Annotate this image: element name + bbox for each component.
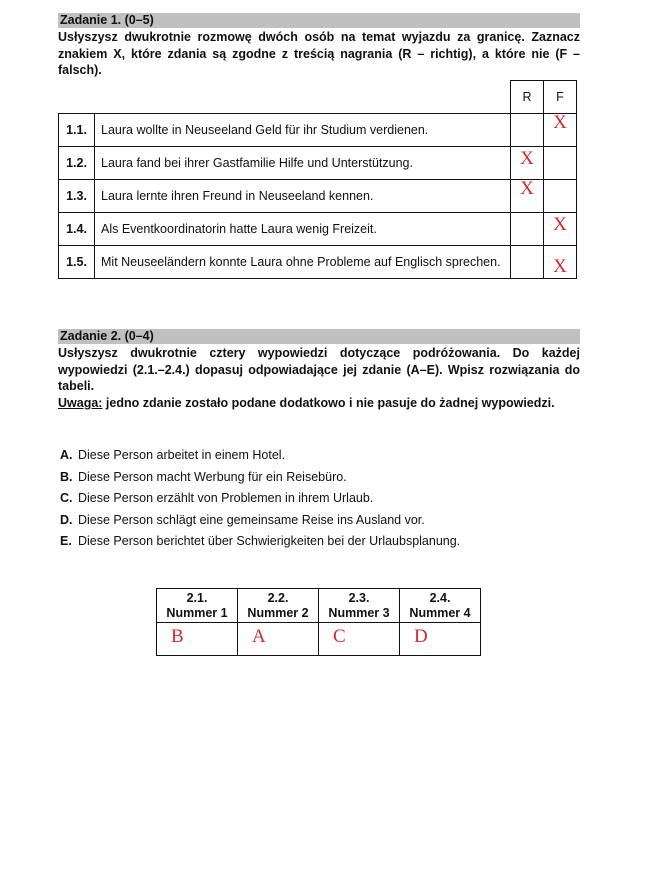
task1-title: Zadanie 1. (0–5) xyxy=(58,13,580,28)
statement: Laura fand bei ihrer Gastfamilie Hilfe und Unterstützung. xyxy=(95,147,511,180)
table-row xyxy=(59,213,577,246)
task2-answer-table xyxy=(156,588,481,656)
x-mark: X xyxy=(520,148,534,169)
header-spacer xyxy=(59,81,511,114)
task1-table xyxy=(58,80,577,279)
statement: Als Eventkoordinatorin hatte Laura wenig Freizeit. xyxy=(95,213,511,246)
x-mark: X xyxy=(553,214,567,235)
checkbox-f[interactable] xyxy=(544,147,577,180)
column-header xyxy=(238,589,319,623)
answer-row xyxy=(157,623,481,656)
row-number: 1.5. xyxy=(59,246,95,279)
table-row xyxy=(59,147,577,180)
column-header xyxy=(400,589,481,623)
option-letter: D. xyxy=(60,512,73,527)
checkbox-f[interactable] xyxy=(544,213,577,246)
list-item xyxy=(60,531,460,553)
option-text: Diese Person erzählt von Problemen in ihrem Urlaub. xyxy=(78,491,374,505)
column-number: 2.1. xyxy=(186,590,208,605)
answer-header-row xyxy=(157,589,481,623)
list-item xyxy=(60,488,460,510)
checkbox-f[interactable] xyxy=(544,114,577,147)
column-header xyxy=(319,589,400,623)
option-text: Diese Person schlägt eine gemeinsame Reise ins Ausland vor. xyxy=(78,512,425,527)
note-text: jedno zdanie zostało podane dodatkowo i nie pasuje do żadnej wypowiedzi. xyxy=(102,395,555,410)
task2-instruction-block xyxy=(58,345,580,411)
checkbox-r[interactable] xyxy=(511,213,544,246)
column-number: 2.2. xyxy=(267,590,289,605)
row-number: 1.1. xyxy=(59,114,95,147)
answer-cell[interactable]: B xyxy=(157,623,238,656)
column-label: Nummer 4 xyxy=(409,605,471,620)
checkbox-r[interactable] xyxy=(511,147,544,180)
task1-instruction: Usłyszysz dwukrotnie rozmowę dwóch osób na temat wyjazdu za granicę. Zaznacz znakiem X, które zdania są zgodne z treścią nagrania (R – richtig), a które nie (F – falsch). xyxy=(58,30,580,77)
option-text: Diese Person berichtet über Schwierigkeiten bei der Urlaubsplanung. xyxy=(78,534,461,548)
answer-cell[interactable]: D xyxy=(400,623,481,656)
statement: Mit Neuseeländern konnte Laura ohne Probleme auf Englisch sprechen. xyxy=(95,246,511,279)
task2-instruction: Usłyszysz dwukrotnie cztery wypowiedzi dotyczące podróżowania. Do każdej wypowiedzi (2.1.–2.4.) dopasuj odpowiadające jej zdanie (A–E). Wpisz rozwiązania do tabeli. xyxy=(58,346,580,393)
option-text: Diese Person arbeitet in einem Hotel. xyxy=(78,448,286,462)
column-header-f: F xyxy=(544,81,577,114)
options-list xyxy=(60,445,460,553)
column-number: 2.4. xyxy=(429,590,451,605)
option-text: Diese Person macht Werbung für ein Reisebüro. xyxy=(78,469,347,484)
task2-note xyxy=(58,395,580,412)
table-row xyxy=(59,246,577,279)
statement: Laura lernte ihren Freund in Neuseeland kennen. xyxy=(95,180,511,213)
statement: Laura wollte in Neuseeland Geld für ihr Studium verdienen. xyxy=(95,114,511,147)
list-item xyxy=(60,510,460,532)
option-letter: C. xyxy=(60,491,73,505)
list-item xyxy=(60,467,460,489)
row-number: 1.2. xyxy=(59,147,95,180)
option-letter: A. xyxy=(60,448,73,462)
note-label: Uwaga: xyxy=(58,395,103,410)
column-label: Nummer 1 xyxy=(166,605,228,620)
row-number: 1.3. xyxy=(59,180,95,213)
column-label: Nummer 3 xyxy=(328,605,390,620)
table-row xyxy=(59,114,577,147)
checkbox-r[interactable] xyxy=(511,114,544,147)
column-header-r: R xyxy=(511,81,544,114)
task2-title: Zadanie 2. (0–4) xyxy=(58,329,580,344)
row-number: 1.4. xyxy=(59,213,95,246)
answer-cell[interactable]: C xyxy=(319,623,400,656)
x-mark: X xyxy=(553,112,567,133)
list-item xyxy=(60,445,460,467)
answer-cell[interactable]: A xyxy=(238,623,319,656)
checkbox-f[interactable] xyxy=(544,246,577,279)
x-mark: X xyxy=(553,256,567,277)
column-header xyxy=(157,589,238,623)
checkbox-r[interactable] xyxy=(511,246,544,279)
table-row xyxy=(59,180,577,213)
checkbox-r[interactable] xyxy=(511,180,544,213)
column-number: 2.3. xyxy=(348,590,370,605)
x-mark: X xyxy=(520,178,534,199)
task1-header-row xyxy=(59,81,577,114)
checkbox-f[interactable] xyxy=(544,180,577,213)
option-letter: E. xyxy=(60,534,72,548)
column-label: Nummer 2 xyxy=(247,605,309,620)
option-letter: B. xyxy=(60,469,73,484)
